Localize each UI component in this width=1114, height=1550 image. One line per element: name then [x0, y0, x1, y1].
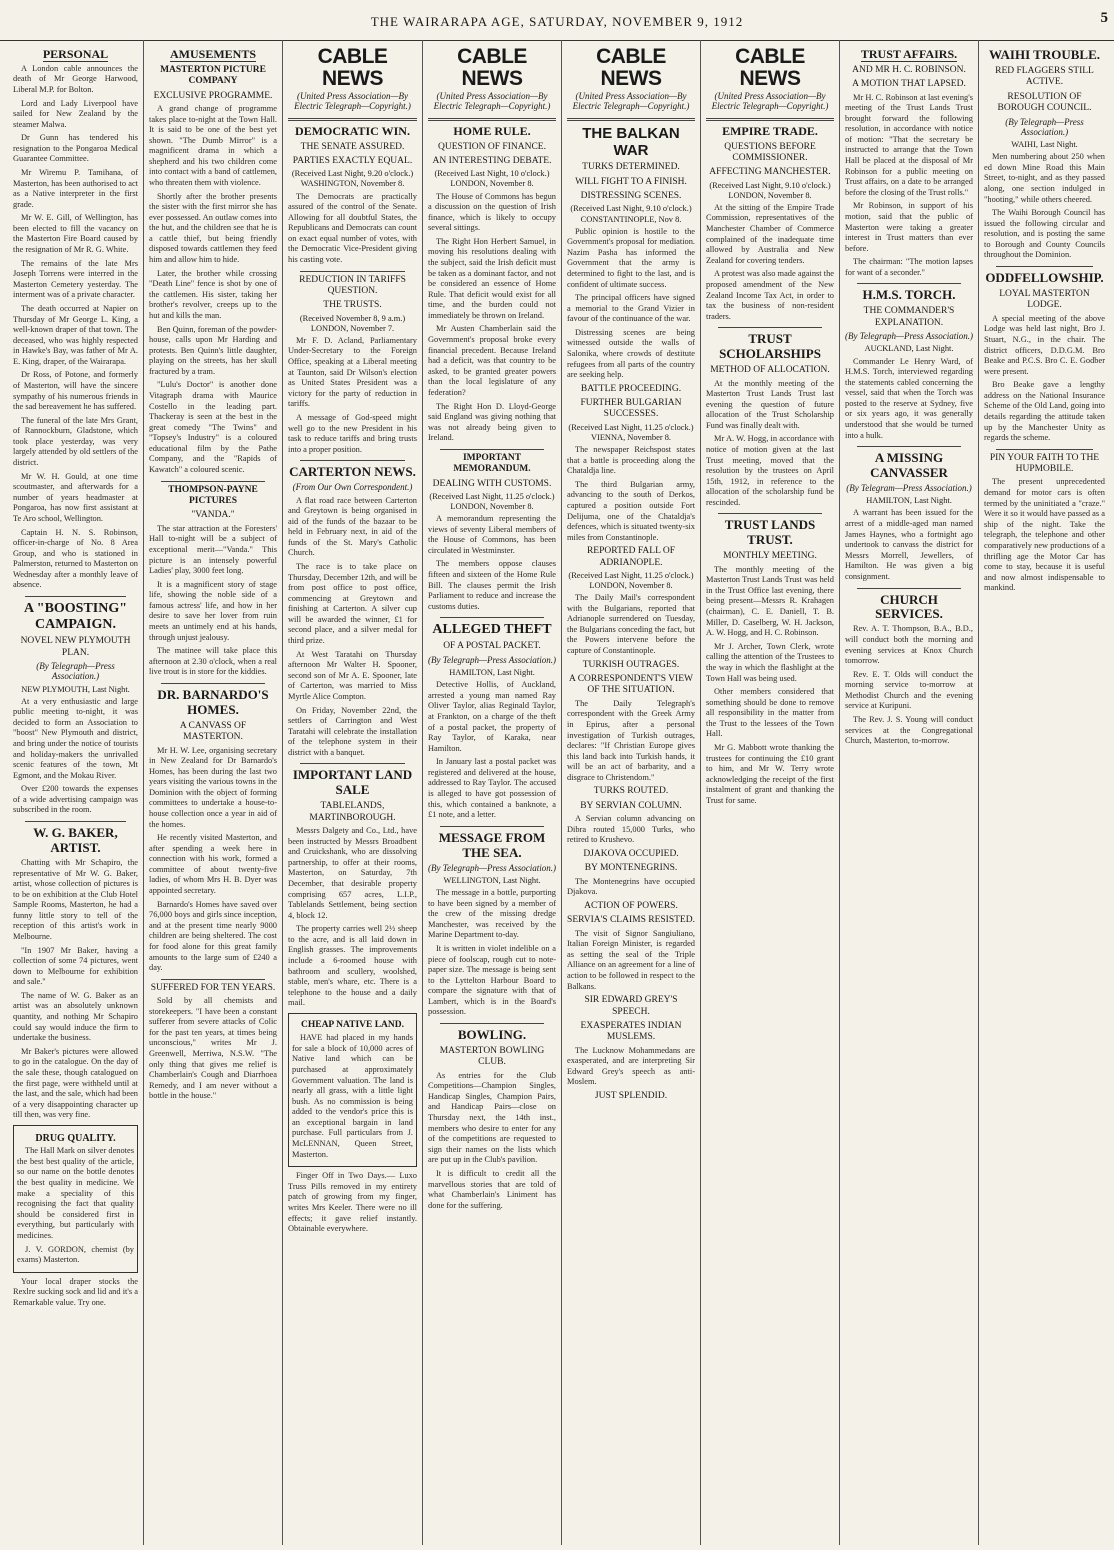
trust-lands-paragraph: Mr G. Mabbott wrote thanking the trustees for continuing the £10 grant to him, and Mr W. Terry wrote acknowledging the receipt of the first instalment of grant and thanking the Trust for same. [706, 742, 834, 805]
torch-subheading: THE COMMANDER'S EXPLANATION. [863, 306, 955, 328]
scholarships-heading: TRUST SCHOLARSHIPS [719, 331, 821, 362]
balkan-war-heading: THE BALKAN WAR [582, 124, 680, 160]
personal-paragraph: Dr Ross, of Potone, and formerly of Masterton, will have the sincere sympathy of his numerous friends in the sad bereavement he has suffered. [13, 370, 138, 412]
home-rule-dateline: (Received Last Night, 10 o'clock.) LONDON, November 8. [434, 169, 550, 189]
tariff-heading: REDUCTION IN TARIFFS QUESTION. [299, 274, 406, 296]
divider [161, 683, 265, 684]
divider [300, 763, 405, 764]
divider [161, 481, 265, 482]
democratic-subheading-2: PARTIES EXACTLY EQUAL. [292, 155, 413, 166]
tariff-subheading: THE TRUSTS. [323, 300, 382, 311]
booster-heading: A "BOOSTING" CAMPAIGN. [23, 600, 128, 633]
divider [300, 271, 405, 272]
divider [288, 118, 417, 121]
bowling-paragraph: It is difficult to credit all the marvellous stories that are told of what Chamberlain's Liniment has done for the suffering. [428, 1168, 556, 1210]
cable-credit: (United Press Association—By Electric Telegraph—Copyright.) [433, 91, 551, 112]
amusements-paragraph: Later, the brother while crossing "Death Line" fence is shot by one of the cattlemen. His sister, taking her brother's revolver, creeps up to the hut and kills the man. [149, 268, 277, 320]
cable-news-heading: CABLE NEWS [317, 45, 388, 91]
waihi-credit: (By Telegraph—Press Association.) [1005, 116, 1084, 137]
amusements-paragraph: "Lulu's Doctor" is another done Vitagraph drama with Maurice Costello in the leading part. Thackeray is seen at the best in the great comedy "The Twins" and "Topsey's Industry" is a coloured educational film by the Pathe Company, and the "Rapids of Kawatch" a coloured scenic. [149, 380, 277, 475]
trust-affairs-paragraph: Mr H. C. Robinson at last evening's meeting of the Trust Lands Trust brought forward the following resolution, in accordance with notice of motion: "That the secretary be instructed to arrange that the Town Hall be placed at the disposal of Mr Robinson for a public meeting on Trust affairs, on a date to be arranged before the closing of the Trust rolls." [845, 92, 973, 197]
baker-paragraph: Chatting with Mr Schapiro, the representative of Mr W. G. Baker, artist, whose collection of pictures is to be on exhibition at the Club Hotel Sample Rooms, Masterton, he had a funny little story to tell of the reception of this artist's work in Melbourne. [13, 857, 138, 941]
bowling-heading: BOWLING. [457, 1027, 527, 1042]
trust-lands-paragraph: Other members considered that something should be done to remove all responsibility in the matter from the Trust to the lessees of the Town Hall. [706, 687, 834, 739]
adrianople-paragraph: The Daily Mail's correspondent with the Bulgarians, reported that Adrianople surrendered on Tuesday, the Bulgarians conceding the fact, but the Powers intervene before the capture of Constantinople. [567, 593, 695, 656]
suffered-heading: SUFFERED FOR TEN YEARS. [150, 982, 276, 993]
memorandum-heading: IMPORTANT MEMORANDUM. [453, 452, 531, 475]
booster-subheading: NOVEL NEW PLYMOUTH PLAN. [20, 636, 131, 658]
barnardo-heading: DR. BARNARDO'S HOMES. [157, 686, 269, 717]
amusements-paragraph: Ben Quinn, foreman of the powder-house, calls upon Mr Harding and protests. Ben Quinn's little daughter, playing on the streets, has her skull fractured by a tram. [149, 324, 277, 376]
canvasser-heading: A MISSING CANVASSER [870, 450, 948, 481]
empire-paragraph: At the sitting of the Empire Trade Commission, representatives of the Manchester Chamber of Commerce complained of the inadequate time allowed by Australia and New Zealand for covering tenders. [706, 202, 834, 265]
thompson-paragraph: The matinee will take place this afternoon at 2.30 o'clock, when a real live trout is in store for the kiddies. [149, 646, 277, 677]
drug-signature: J. V. GORDON, chemist (by exams) Masterton. [17, 1244, 134, 1265]
suffered-paragraph: Sold by all chemists and storekeepers. "I have been a constant sufferer from severe attacks of Colic for the past ten years, at times being unconscious," writes Mr J. Greenwell, Merriwa, N.S.W. "The only thing that gives me relief is Chamberlain's Cough and Diarrhoea Remedy, and I am never without a bottle in the house." [149, 996, 277, 1101]
church-paragraph: Rev. A. T. Thompson, B.A., B.D., will conduct both the morning and evening services at Knox Church tomorrow. [845, 624, 973, 666]
page-number: 5 [1100, 10, 1108, 26]
column-4 [423, 40, 562, 1545]
adrianople-heading: REPORTED FALL OF ADRIANOPLE. [586, 546, 676, 568]
battle-dateline: (Received Last Night, 11.25 o'clock.) VIENNA, November 8. [568, 422, 694, 442]
torch-credit: (By Telegraph—Press Association.) [845, 331, 973, 342]
theft-dateline: HAMILTON, Last Night. [449, 668, 535, 678]
theft-paragraph: Detective Hollis, of Auckland, arrested a young man named Ray Oliver Taylor, alias Reginald Taylor, at Frankton, on a charge of the theft of a postal packet, the property of Ray Taylor, of Karaka, near Hamilton. [428, 680, 556, 753]
grey-subheading: EXASPERATES INDIAN MUSLEMS. [580, 1020, 682, 1043]
cable-news-heading: CABLE NEWS [457, 45, 527, 91]
native-land-heading: CHEAP NATIVE LAND. [300, 1019, 404, 1030]
column-7 [840, 40, 979, 1545]
trust-lands-paragraph: The monthly meeting of the Masterton Trust Lands Trust was held in the Trust Office last evening, there being present—Messrs R. Krahagen (chairman), C. E. Daniell, T. B. Miller, D. Caselberg, W. H. Jackson, A. W. Hogg, and H. C. Robinson. [706, 564, 834, 638]
sea-dateline: WELLINGTON, Last Night. [443, 875, 541, 885]
divider [428, 118, 556, 121]
waihi-paragraph: The Waihi Borough Council has issued the following circular and resolution, and is posting the same to Borough and County Councils throughout the Dominion. [984, 208, 1105, 260]
torch-heading: H.M.S. TORCH. [862, 287, 956, 303]
trust-affairs-paragraph: The chairman: "The motion lapses for want of a seconder." [845, 257, 973, 277]
personal-paragraph: A London cable announces the death of Mr George Harwood, Liberal M.P. for Bolton. [13, 63, 138, 94]
cable-credit: (United Press Association—By Electric Telegraph—Copyright.) [711, 91, 829, 112]
tariff-dateline: (Received November 8, 9 a.m.) LONDON, November 7. [299, 313, 406, 333]
waihi-subheading-2: RESOLUTION OF BOROUGH COUNCIL. [997, 91, 1092, 114]
home-rule-paragraph: Mr Austen Chamberlain said the Government's proposal broke every financial precedent. Because Ireland had a deficit, was that country to be asked, to be granted greater powers than the local legislature of any federation? [428, 324, 556, 397]
column-1 [8, 40, 144, 1545]
booster-paragraph: At a very enthusiastic and large public meeting to-night, it was decided to form an Association to "boost" New Plymouth and district, and bring under the notice of tourists and holiday-makers the unrivalled scenic features of the town, Mt Egmont, and the Mokau River. [13, 696, 138, 780]
divider [567, 118, 695, 121]
booster-paragraph: Over £200 towards the expenses of a wide advertising campaign was subscribed in the room. [13, 784, 138, 815]
native-land-advert [288, 1013, 417, 1167]
empire-trade-heading: EMPIRE TRADE. [722, 123, 818, 138]
divider [440, 826, 544, 827]
column-6 [701, 40, 840, 1545]
memorandum-paragraph: The members oppose clauses fifteen and sixteen of the Home Rule Bill. The clauses permit the Irish Parliament to reduce and increase the customs duties. [428, 559, 556, 611]
divider [440, 449, 544, 450]
divider [857, 446, 961, 447]
personal-paragraph: Dr Gunn has tendered his resignation to the Pongaroa Medical Guarantee Committee. [13, 133, 138, 164]
democratic-paragraph: The Democrats are practically assured of the control of the Senate. Allowing for all doubtful States, the Republicans and Democrats can count on exact equal number of votes, with the Democratic Vice-President giving his casting vote. [288, 191, 417, 264]
waihi-paragraph: Men numbering about 250 when ed down Mine Road this Main Street, to-night, and as they passed along, one section indulged in "hooting," while others cheered. [984, 152, 1105, 204]
scholarships-paragraph: Mr A. W. Hogg, in accordance with notice of motion given at the last Trust meeting, moved that the resolution by the trustees on April 15th, 1912, in reference to the allocation of the scholarship fund be rescinded. [706, 434, 834, 507]
carterton-paragraph: The race is to take place on Thursday, December 12th, and will be from post office to post office, commencing at Greytown and finishing at Carterton. A silver cup will be awarded the winner, £1 for second place, and a silver medal for third prize. [288, 562, 417, 646]
oddfellowship-heading: ODDFELLOWSHIP. [985, 270, 1104, 286]
adrianople-dateline: (Received Last Night, 11.25 o'clock.) LONDON, November 8. [568, 571, 694, 591]
personal-paragraph: Mr W. H. Gould, at one time scoutmaster, and afterwards for a number of years headmaster at Pongaroa, has now first assistant at Te Aro school, Wellington. [13, 471, 138, 523]
routed-heading: TURKS ROUTED. [593, 786, 669, 797]
routed-subheading: BY SERVIAN COLUMN. [580, 800, 682, 811]
amusements-programme: EXCLUSIVE PROGRAMME. [153, 90, 273, 101]
theft-heading: ALLEGED THEFT [432, 622, 552, 638]
theft-paragraph: In January last a postal packet was registered and delivered at the house, addressed to Ray Taylor. The accused is alleged to have got possession of this, which contained a banknote, a £1 note, and a letter. [428, 757, 556, 820]
carterton-paragraph: On Friday, November 22nd, the settlers of Carrington and West Taratahi will celebrate the installation of the telephone system in their district with a banquet. [288, 705, 417, 757]
battle-paragraph: The newspaper Reichspost states that a battle is proceeding along the Chataldja line. [567, 445, 695, 476]
trust-lands-heading: TRUST LANDS TRUST. [724, 517, 816, 548]
home-rule-subheading-2: AN INTERESTING DEBATE. [432, 155, 552, 166]
oddfellowship-subheading: LOYAL MASTERTON LODGE. [999, 288, 1090, 311]
canvasser-credit: (By Telegram—Press Association.) [846, 483, 972, 494]
carterton-heading: CARTERTON NEWS. [289, 464, 416, 480]
sea-credit: (By Telegraph—Press Association.) [428, 862, 556, 873]
personal-paragraph: Mr Wiremu P. Tamihana, of Masterton, has been authorised to act as a Native interpreter in the first grade. [13, 168, 138, 209]
tariff-paragraph: Mr F. D. Acland, Parliamentary Under-Secretary to the Foreign Office, speaking at a Liberal meeting at Taunton, said Dr Wilson's election as United States President was a victory for the party of reduction in tariffs. [288, 335, 417, 409]
democratic-heading: DEMOCRATIC WIN. [295, 123, 410, 138]
empire-paragraph: A protest was also made against the proposed amendment of the New Zealand Income Tax Act, in order to tax the business of non-resident traders. [706, 269, 834, 321]
barnardo-paragraph: He recently visited Masterton, and after spending a week here in connection with his work, formed a committee of about twenty-five ladies, of whom Mrs H. B. Dyer was appointed secretary. [149, 833, 277, 896]
canvasser-dateline: HAMILTON, Last Night. [866, 496, 952, 506]
tariff-paragraph: A message of God-speed might well go to the new President in his task to reduce tariffs and bring trusts into a proper position. [288, 412, 417, 454]
home-rule-heading: HOME RULE. [453, 123, 531, 138]
trust-affairs-subheading: AND MR H. C. ROBINSON. [852, 64, 966, 75]
divider [300, 460, 405, 461]
draper-note: Your local draper stocks the Rexlre sucking sock and lid and it's a Remarkable value. Try one. [13, 1276, 138, 1307]
newspaper-title: THE WAIRARAPA AGE, SATURDAY, NOVEMBER 9, 1912 [370, 14, 744, 29]
powers-heading: ACTION OF POWERS. [584, 900, 678, 911]
personal-heading: PERSONAL [42, 47, 109, 61]
carterton-credit: (From Our Own Correspondent.) [292, 482, 413, 493]
hupmobile-paragraph: The present unprecedented demand for motor cars is often termed by the uninitiated a "craze." Were it so it would have passed as a ship of the night. Take the telegraph, the telephone and other comparatively new productions of a thrifling age the Motor Car has come to stay, because it is useful and now almost indispensable to mankind. [984, 477, 1105, 593]
balkan-subheading-2: WILL FIGHT TO A FINISH. [575, 176, 687, 187]
canvasser-paragraph: A warrant has been issued for the arrest of a middle-aged man named James Haynes, who a fortnight ago undertook to canvass the district for Messrs Morrell, Jewellers, of Hamilton. He was given a big consignment. [845, 508, 973, 581]
memorandum-dateline: (Received Last Night, 11.25 o'clock.) LONDON, November 8. [429, 491, 555, 512]
trust-affairs-paragraph: Mr Robinson, in support of his motion, said that the public of Masterton were taking a greater interest in Trust matters than ever before. [845, 201, 973, 253]
djakova-paragraph: The Montenegrins have occupied Djakova. [567, 876, 695, 897]
land-sale-subheading: TABLELANDS, MARTINBOROUGH. [309, 801, 396, 823]
outrages-heading: TURKISH OUTRAGES. [582, 659, 680, 670]
battle-paragraph: The third Bulgarian army, advancing to the south of Derkos, captured a position outside Fort Delijuma, one of the Chataldja's defences, which is situated twenty-six miles from Constantinople. [567, 479, 695, 542]
column-3 [283, 40, 423, 1545]
grey-paragraph: The Lucknow Mohammedans are exasperated, and are interpreting Sir Edward Grey's speech as anti-Moslem. [567, 1045, 695, 1087]
amusements-heading: AMUSEMENTS [169, 47, 256, 61]
personal-paragraph: The death occurred at Napier on Thursday of Mr George L. King, a well-known draper of that town. The deceased, who was highly respected in Hawke's Bay, was father of Mr A. E. King, draper, of the Wairarapa. [13, 303, 138, 366]
column-2 [144, 40, 283, 1545]
drug-heading: DRUG QUALITY. [35, 1132, 116, 1144]
cable-news-heading: CABLE NEWS [735, 45, 805, 91]
balkan-paragraph: Distressing scenes are being witnessed outside the walls of Salonika, where crowds of destitute refugees from all parts of the country are seeking help. [567, 327, 695, 380]
finger-paragraph: Finger Off in Two Days.— Luxo Truss Pills removed in my entirety patch of growing from my finger, writes Mrs Keeler. There were no ill effects; it gave relief instantly. Obtainable everywhere. [288, 1171, 417, 1234]
column-8 [979, 40, 1110, 1545]
cable-credit: (United Press Association—By Electric Telegraph—Copyright.) [572, 91, 690, 112]
balkan-dateline: (Received Last Night, 9.10 o'clock.) CONSTANTINOPLE, Nov 8. [570, 204, 692, 224]
djakova-subheading: BY MONTENEGRINS. [584, 863, 678, 874]
personal-paragraph: Lord and Lady Liverpool have sailed for New Zealand by the steamer Malwa. [13, 98, 138, 129]
torch-paragraph: Commander Le Henry Ward, of H.M.S. Torch, interviewed regarding the statements cabled concerning the vessel, said that when the Torch was posted to the reserve at Sydney, five or six years ago, it was generally understood that she would be turned into a hulk. [845, 356, 973, 440]
home-rule-paragraph: The Right Hon D. Lloyd-George said England was giving nothing that was not already being given to Ireland. [428, 401, 556, 443]
outrages-paragraph: The Daily Telegraph's correspondent with the Greek Army in Epirus, after a personal investigation of Turkish outrages, declares: "If Christian Europe gives this land back into Turkish hands, it will be an act of barbarity, and a disgrace to Christendom." [567, 698, 695, 782]
home-rule-subheading: QUESTION OF FINANCE. [438, 141, 546, 152]
thompson-paragraph: The star attraction at the Foresters' Hall to-night will be a subject of exceptional merit—"Vanda." This picture is an intensely powerful Ladies' play, 3000 feet long. [149, 523, 277, 576]
divider [996, 449, 1093, 450]
waihi-dateline: WAIHI, Last Night. [1011, 140, 1078, 150]
personal-paragraph: The remains of the late Mrs Joseph Torrens were interred in the Masterton Cemetery yesterday. The interment was of a private character. [13, 258, 138, 300]
divider [440, 617, 544, 618]
baker-paragraph: Mr Baker's pictures were allowed to go in the catalogue. On the day of the sale these, though catalogued on the first page, were withheld until at the last, and the sale, which had been of a very disappointing character up till then, was very fine. [13, 1046, 138, 1120]
outrages-subheading: A CORRESPONDENT'S VIEW OF THE SITUATION. [569, 674, 693, 696]
trust-affairs-subheading-2: A MOTION THAT LAPSED. [852, 79, 966, 90]
church-paragraph: The Rev. J. S. Young will conduct services at the Congregational Church, Masterton, to-morrow. [845, 715, 973, 746]
home-rule-paragraph: The Right Hon Herbert Samuel, in moving his resolutions dealing with the subject, said the Irish deficit must be taken as a dominant factor, and not be considered an essence of Home Rule. That deficit would exist for all time, and the burden could not immediately be thrown on Ireland. [428, 236, 556, 320]
home-rule-paragraph: The House of Commons has begun a discussion on the question of Irish finance, which is likely to occupy several sittings. [428, 191, 556, 233]
land-sale-heading: IMPORTANT LAND SALE [292, 767, 413, 798]
grey-heading: SIR EDWARD GREY'S SPEECH. [584, 995, 678, 1017]
divider [706, 118, 834, 121]
bowling-subheading: MASTERTON BOWLING CLUB. [439, 1045, 545, 1068]
divider [996, 266, 1093, 267]
baker-paragraph: "In 1907 Mr Baker, having a collection of some 74 pictures, went down to Melbourne for exhibition and sale." [13, 945, 138, 987]
personal-paragraph: Mr W. E. Gill, of Wellington, has been elected to fill the vacancy on the Masterton Fire Board caused by the resignation of Mr R. G. White. [13, 213, 138, 255]
thompson-heading: THOMPSON-PAYNE PICTURES [168, 484, 258, 507]
barnardo-paragraph: Barnardo's Homes have saved over 76,000 boys and girls since inception, and at the present time nearly 9000 children are being sheltered. The cost for food alone for this great family amounts to the large sum of £240 a day. [149, 899, 277, 973]
bowling-paragraph: As entries for the Club Competitions—Champion Singles, Handicap Singles, Champion Pairs, and Handicap Pairs—close on Thursday next, the 14th inst., members who desire to enter for any of the competitions are requested to sign their names on the lists which are put up in the Club's pavilion. [428, 1070, 556, 1165]
divider [718, 513, 822, 514]
drug-quality-advert [13, 1125, 138, 1273]
torch-dateline: AUCKLAND, Last Night. [864, 344, 954, 354]
oddfellowship-paragraph: A special meeting of the above Lodge was held last night, Bro J. Stuart, N.G., in the chair. The district officers, D.D.G.M. Bro Beake and P.C.S. Bro C. E. Godber were present. [984, 313, 1105, 376]
carterton-paragraph: A flat road race between Carterton and Greytown is being organised in aid of the funds of the bazaar to be held in February next, in aid of the funds of the St. Mary's Catholic Church. [288, 495, 417, 558]
memorandum-subheading: DEALING WITH CUSTOMS. [432, 478, 552, 489]
personal-paragraph: The funeral of the late Mrs Grant, of Rannockburn, Gladstone, which took place yesterday, was very largely attended by old settlers of the district. [13, 415, 138, 468]
trust-lands-subheading: MONTHLY MEETING. [723, 551, 817, 562]
divider [161, 979, 265, 980]
djakova-heading: DJAKOVA OCCUPIED. [583, 848, 679, 859]
scholarships-paragraph: At the monthly meeting of the Masterton Trust Lands Trust last evening the question of future allocation of the Trust Scholarship Fund was finally dealt with. [706, 378, 834, 430]
booster-credit: (By Telegraph—Press Association.) [36, 660, 115, 682]
trust-lands-paragraph: Mr J. Archer, Town Clerk, wrote calling the attention of the Trustees to the way in which the flashlight at the Town Hall was being used. [706, 641, 834, 683]
empire-subheading-2: AFFECTING MANCHESTER. [709, 167, 831, 178]
native-land-paragraph: HAVE had placed in my hands for sale a block of 10,000 acres of Native land which can be purchased at approximately Government valuation. The land is nearly all grass, with a little light bush. As no commission is being added to the vendor's price this is an exceptional bargain in land purchase. Full particulars from J. McLENNAN, Queen Street, Masterton. [292, 1033, 413, 1159]
baker-heading: W. G. BAKER, ARTIST. [33, 825, 118, 855]
battle-heading: BATTLE PROCEEDING. [580, 383, 682, 394]
cable-news-heading: CABLE NEWS [596, 45, 666, 91]
hupmobile-heading: PIN YOUR FAITH TO THE HUPMOBILE. [989, 452, 1100, 475]
divider [25, 596, 126, 597]
barnardo-subheading: A CANVASS OF MASTERTON. [179, 720, 247, 743]
scholarships-subheading: METHOD OF ALLOCATION. [710, 365, 830, 376]
democratic-dateline: (Received Last Night, 9.20 o'clock.) WASHINGTON, November 8. [291, 169, 414, 189]
church-paragraph: Rev. E. T. Olds will conduct the morning service to-morrow at Methodist Church and the evening service at Kuripuni. [845, 669, 973, 711]
booster-dateline: NEW PLYMOUTH, Last Night. [21, 684, 130, 694]
divider [857, 283, 961, 284]
baker-paragraph: The name of W. G. Baker as an artist was an absolutely unknown quantity, and nothing Mr Schapiro could say would induce the firm to undertake the business. [13, 990, 138, 1043]
memorandum-paragraph: A memorandum representing the views of seventy Liberal members of the House of Commons, has been circulated in Westminster. [428, 514, 556, 555]
sea-paragraph: The message in a bottle, purporting to have been signed by a member of the crew of the missing dredge Manchester, was received by the Marine Department to-day. [428, 888, 556, 940]
balkan-subheading: TURKS DETERMINED. [582, 162, 680, 173]
divider [440, 1023, 544, 1024]
theft-subheading: OF A POSTAL PACKET. [443, 641, 541, 652]
barnardo-paragraph: Mr H. W. Lee, organising secretary in New Zealand for Dr Barnardo's Homes, has been during the last two years visiting the various towns in the Dominion with the object of forming committees to undertake a house-to-house collection once a year in aid of the homes. [149, 745, 277, 829]
trust-affairs-heading: TRUST AFFAIRS. [860, 47, 958, 61]
divider [25, 821, 126, 822]
waihi-subheading: RED FLAGGERS STILL ACTIVE. [995, 65, 1094, 88]
church-heading: CHURCH SERVICES. [875, 591, 943, 622]
sea-paragraph: It is written in violet indelible on a piece of foolscap, rough cut to note-paper size. The message is being sent to the Lyttelton Harbour Board to compare the signature with that of Lambert, which is in the Board's possession. [428, 943, 556, 1017]
splendid-heading: JUST SPLENDID. [594, 1091, 668, 1102]
amusements-paragraph: A grand change of programme takes place to-night at the Town Hall. It is said to be one of the best yet shown. "The Dumb Mirror" is a magnificent drama in which a shepherd and his two children come into contact with a band of cattlemen, who threaten them with violence. [149, 103, 277, 188]
personal-paragraph: Captain H. N. S. Robinson, officer-in-charge of No. 8 Area Group, and who is stationed in Palmerston, returned to Masterton on Wednesday after a monthly leave of absence. [13, 527, 138, 590]
balkan-subheading-3: DISTRESSING SCENES. [580, 191, 682, 202]
amusements-subheading: MASTERTON PICTURE COMPANY [160, 64, 266, 87]
column-5 [562, 40, 701, 1545]
routed-paragraph: A Servian column advancing on Dibra routed 15,000 Turks, who retired to Krushevo. [567, 814, 695, 845]
thompson-paragraph: It is a magnificent story of stage life, showing the noble side of a famous actress' life, and how in her desire to save her lover from ruin meets an untimely end at his hands, through unjust jealousy. [149, 579, 277, 642]
democratic-subheading: THE SENATE ASSURED. [300, 141, 405, 152]
divider [718, 327, 822, 328]
carterton-paragraph: At West Taratahi on Thursday afternoon Mr Walter H. Spooner, second son of Mr A. E. Spooner, late of Carterton, was married to Miss Myrtle Alice Compton. [288, 649, 417, 701]
battle-subheading: FURTHER BULGARIAN SUCCESSES. [580, 398, 682, 420]
land-sale-paragraph: Messrs Dalgety and Co., Ltd., have been instructed by Messrs Broadbent and Cruickshank, who are dissolving partnership, to offer at their rooms, Masterton, on Saturday, 7th December, that desirable property comprising 657 acres, L.I.P., Tablelands Settlement, being section 4, block 12. [288, 826, 417, 920]
theft-credit: (By Telegraph—Press Association.) [428, 654, 556, 665]
sea-heading: MESSAGE FROM THE SEA. [438, 829, 546, 860]
land-sale-paragraph: The property carries well 2½ sheep to the acre, and is all laid down in English grasses. The improvements include a 6-roomed house with bathroom and scullery, woolshed, stable, men's whare, etc. There is a telephone to the house and a daily mail. [288, 924, 417, 1008]
thompson-subheading: "VANDA." [191, 510, 235, 521]
amusements-paragraph: Shortly after the brother presents the sister with the first mirror she has ever possessed. An outlaw comes into the hut, and the children see that he is a cattle thief, but being friendly disposed towards cattlemen they feed him and allow him to hide. [149, 191, 277, 265]
drug-paragraph: The Hall Mark on silver denotes the best best quality of the article, so our name on the bottle denotes the best quality in medicine. We make a speciality of this recognising the fact that quality should be considered first in everything, but particularly with medicines. [17, 1146, 134, 1240]
empire-subheading: QUESTIONS BEFORE COMMISSIONER. [724, 141, 816, 163]
oddfellowship-paragraph: Bro Beake gave a lengthy address on the National Insurance Scheme of the Old Land, going into details regarding the attitude taken up by the Manchester Unity as regards the scheme. [984, 380, 1105, 443]
waihi-heading: WAIHI TROUBLE. [988, 47, 1100, 62]
empire-dateline: (Received Last Night, 9.10 o'clock.) LONDON, November 8. [709, 180, 831, 200]
balkan-paragraph: The principal officers have signed a memorial to the Grand Vizier in favour of the continuance of the war. [567, 293, 695, 324]
newspaper-columns [8, 40, 1110, 1545]
cable-credit: (United Press Association—By Electric Telegraph—Copyright.) [294, 91, 411, 112]
powers-paragraph: The visit of Signor Sangiuliano, Italian Foreign Minister, is regarded as setting the seal of the Triple Alliance on an agreement for a line of action to be followed in respect to the Balkans. [567, 928, 695, 991]
divider [857, 588, 961, 589]
powers-subheading: SERVIA'S CLAIMS RESISTED. [567, 915, 695, 926]
masthead [0, 0, 1114, 41]
balkan-paragraph: Public opinion is hostile to the Government's proposal for mediation. Nazim Pasha has informed the Government that the army is determined to fight to the last, and is confident of ultimate success. [567, 226, 695, 289]
